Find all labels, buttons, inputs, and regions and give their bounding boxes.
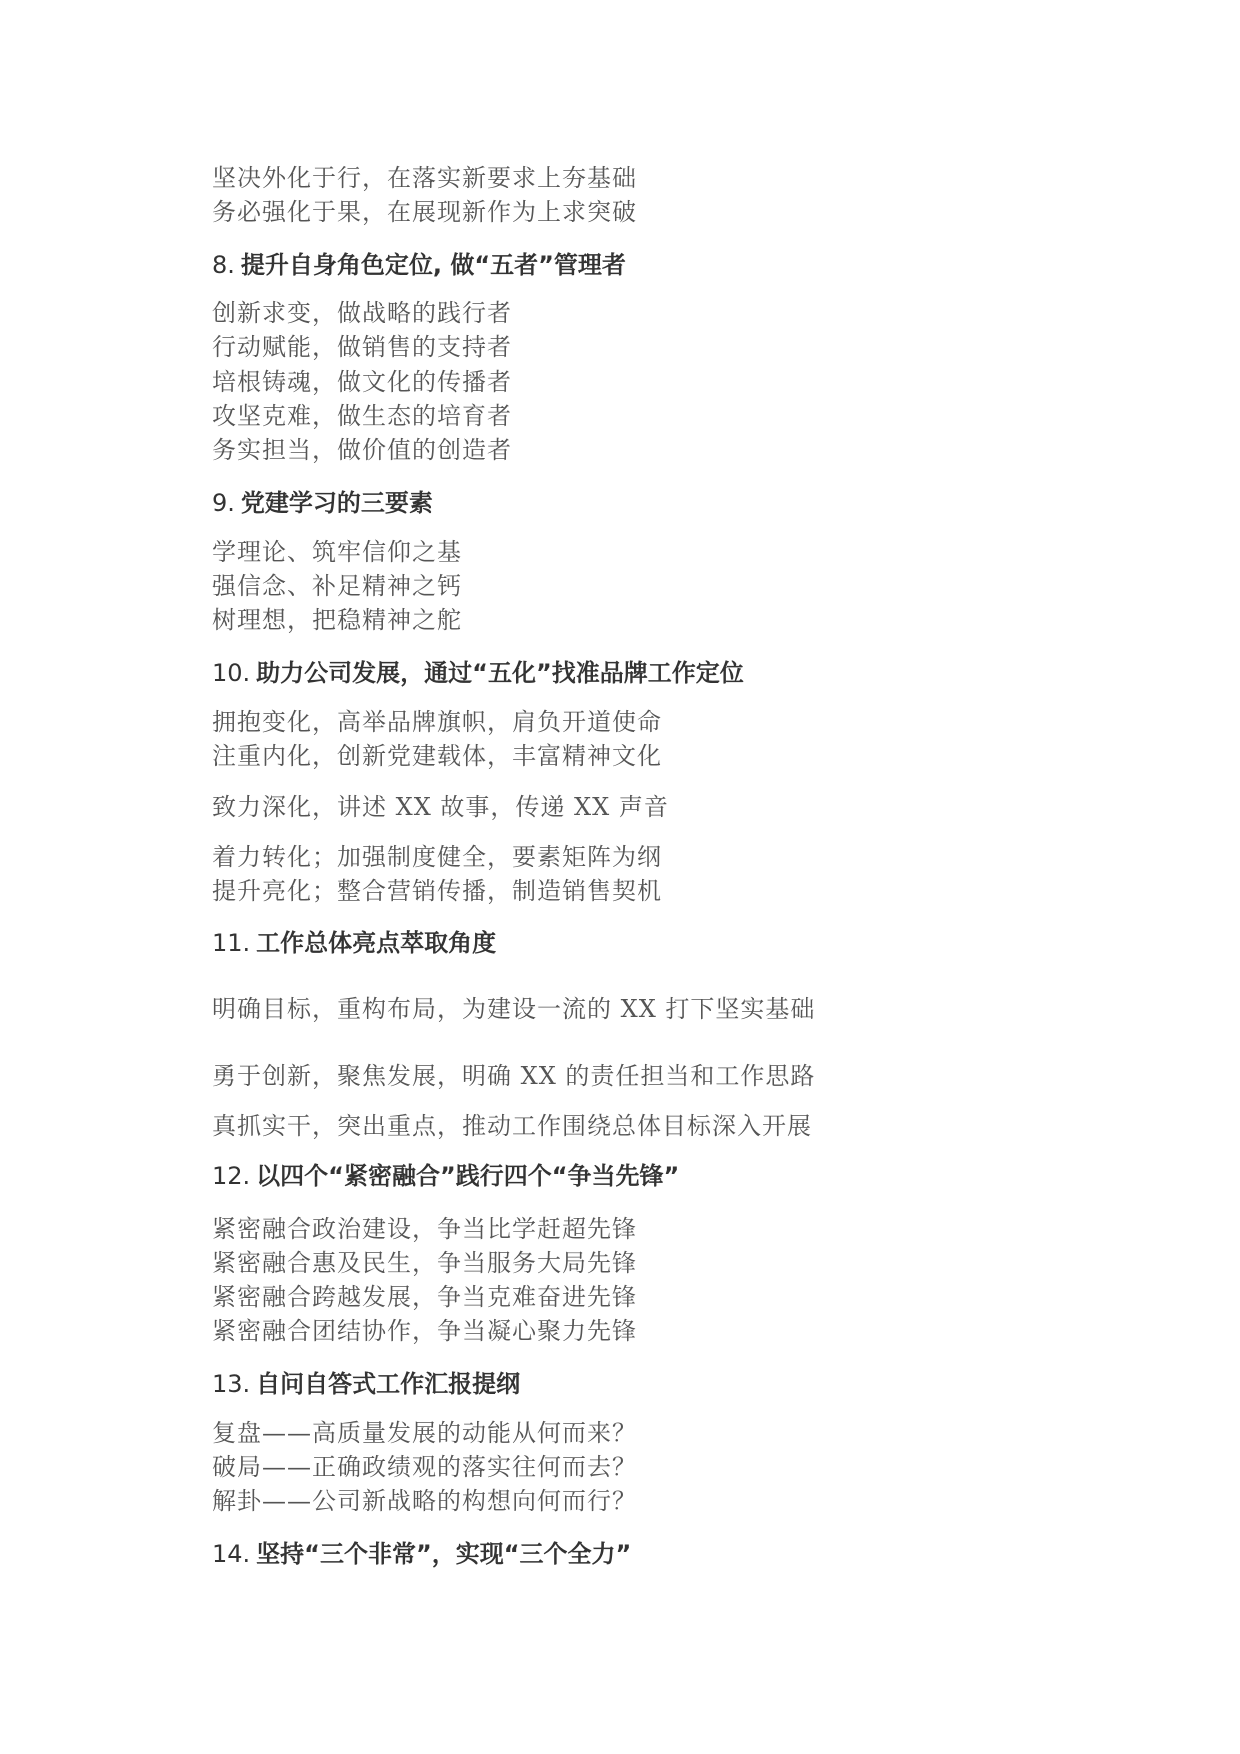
text-line: 攻坚克难，做生态的培育者 — [212, 402, 512, 430]
text-line: 树理想，把稳精神之舵 — [212, 606, 462, 634]
section-number: 14. — [212, 1540, 251, 1568]
text-line: 注重内化，创新党建载体，丰富精神文化 — [212, 742, 662, 770]
text-line: 创新求变，做战略的践行者 — [212, 299, 512, 327]
text-line: 行动赋能，做销售的支持者 — [212, 333, 512, 361]
section-title: 以四个“紧密融合”践行四个“争当先锋” — [256, 1162, 680, 1190]
text-line: 破局——正确政绩观的落实往何而去？ — [212, 1453, 637, 1481]
text-line: 真抓实干，突出重点，推动工作围绕总体目标深入开展 — [212, 1112, 812, 1140]
section-title: 自问自答式工作汇报提纲 — [256, 1370, 521, 1398]
section-title: 助力公司发展，通过“五化”找准品牌工作定位 — [256, 659, 744, 687]
section-heading-13 — [212, 1369, 520, 1399]
section-heading-11 — [212, 928, 496, 958]
text-line: 强信念、补足精神之钙 — [212, 572, 462, 600]
text-line: 紧密融合团结协作，争当凝心聚力先锋 — [212, 1317, 637, 1345]
text-line: 学理论、筑牢信仰之基 — [212, 538, 462, 566]
text-line: 坚决外化于行，在落实新要求上夯基础 — [212, 164, 637, 192]
section-heading-10 — [212, 658, 744, 688]
text-line: 拥抱变化，高举品牌旗帜，肩负开道使命 — [212, 708, 662, 736]
section-heading-12 — [212, 1161, 679, 1191]
text-line: 勇于创新，聚焦发展，明确 XX 的责任担当和工作思路 — [212, 1062, 816, 1090]
section-heading-14 — [212, 1539, 631, 1569]
section-number: 13. — [212, 1370, 251, 1398]
text-line: 紧密融合跨越发展，争当克难奋进先锋 — [212, 1283, 637, 1311]
section-number: 9. — [212, 489, 235, 517]
text-line: 着力转化；加强制度健全，要素矩阵为纲 — [212, 843, 662, 871]
text-line: 解卦——公司新战略的构想向何而行？ — [212, 1487, 637, 1515]
text-line: 复盘——高质量发展的动能从何而来？ — [212, 1419, 637, 1447]
text-line: 提升亮化；整合营销传播，制造销售契机 — [212, 877, 662, 905]
section-title: 提升自身角色定位, 做“五者”管理者 — [240, 251, 626, 279]
text-line: 紧密融合惠及民生，争当服务大局先锋 — [212, 1249, 637, 1277]
section-title: 党建学习的三要素 — [240, 489, 433, 517]
text-line: 致力深化，讲述 XX 故事，传递 XX 声音 — [212, 793, 669, 821]
section-title: 坚持“三个非常”，实现“三个全力” — [256, 1540, 632, 1568]
section-number: 12. — [212, 1162, 251, 1190]
section-heading-9 — [212, 488, 433, 518]
section-number: 11. — [212, 929, 251, 957]
text-line: 务必强化于果，在展现新作为上求突破 — [212, 198, 637, 226]
text-line: 务实担当，做价值的创造者 — [212, 436, 512, 464]
text-line: 紧密融合政治建设，争当比学赶超先锋 — [212, 1215, 637, 1243]
section-number: 8. — [212, 251, 235, 279]
text-line: 明确目标，重构布局，为建设一流的 XX 打下坚实基础 — [212, 995, 816, 1023]
section-number: 10. — [212, 659, 251, 687]
text-line: 培根铸魂，做文化的传播者 — [212, 368, 512, 396]
section-title: 工作总体亮点萃取角度 — [256, 929, 497, 957]
section-heading-8 — [212, 250, 626, 280]
